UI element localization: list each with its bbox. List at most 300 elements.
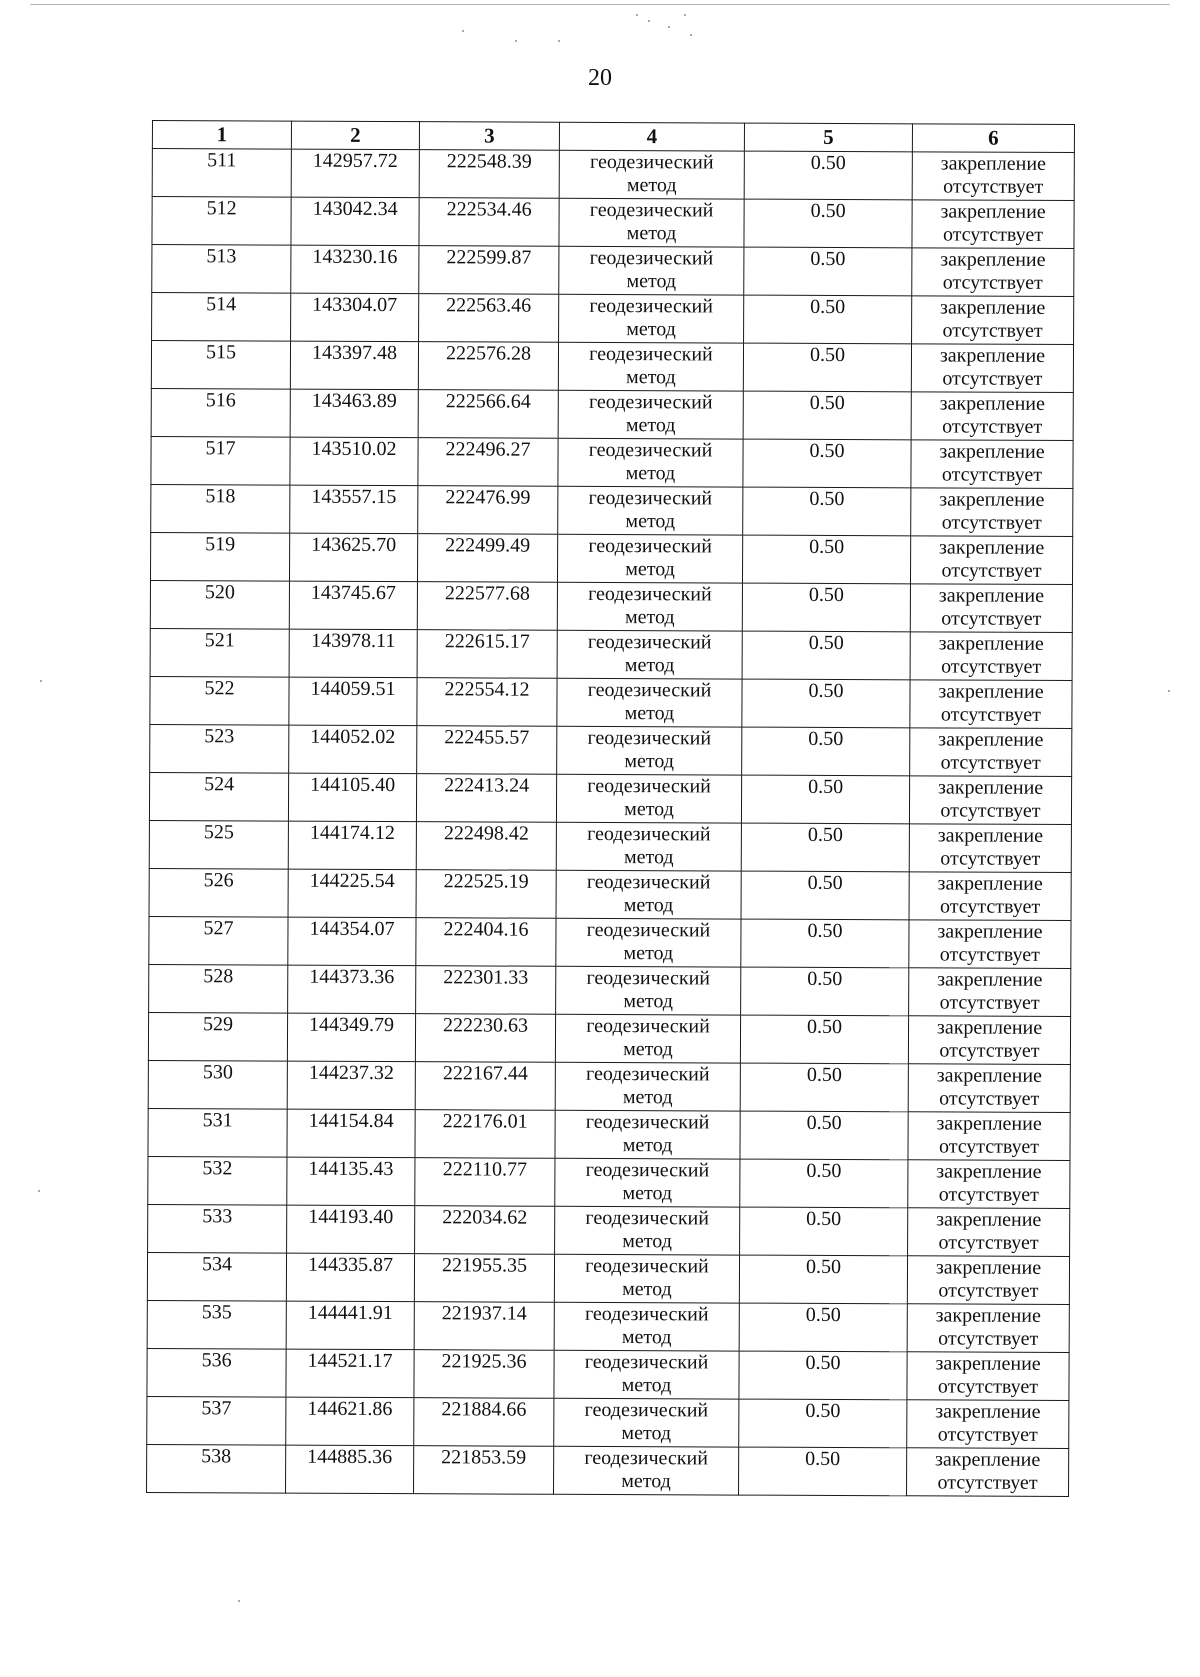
coordinate-y: 221937.14 [414,1302,554,1351]
fixing-line-1: закрепление [940,200,1046,223]
accuracy-value: 0.50 [742,679,910,728]
coordinate-y: 222498.42 [416,822,556,871]
coordinate-x: 143745.67 [289,581,417,630]
scan-speck [462,30,464,32]
coordinate-x: 144135.43 [287,1157,415,1206]
method-line-2: метод [621,1422,672,1445]
fixing-line-2: отсутствует [939,991,1040,1014]
fixing-line-2: отсутствует [939,943,1040,966]
determination-method [554,1398,739,1447]
table-row [149,916,1071,968]
column-header: 2 [291,121,419,150]
determination-method [555,1158,740,1207]
fixing-description [907,1400,1069,1449]
scan-speck [40,680,42,682]
fixing-line-1: закрепление [936,1112,1042,1135]
coordinate-x: 144441.91 [286,1301,414,1350]
fixing-line-2: отсутствует [941,463,1043,486]
method-line-2: метод [624,702,675,725]
determination-method [558,438,743,487]
coordinate-x: 144174.12 [288,821,416,870]
table-row [152,149,1074,201]
determination-method [559,198,744,247]
accuracy-value: 0.50 [744,199,912,248]
fixing-description [910,632,1072,681]
fixing-line-1: закрепление [939,488,1045,511]
fixing-line-1: закрепление [937,872,1043,895]
method-line-2: метод [624,750,675,773]
coordinate-y: 222576.28 [418,342,558,391]
coordinate-x: 144052.02 [289,725,417,774]
fixing-line-2: отсутствует [938,1279,1039,1302]
scan-speck [38,1190,40,1192]
coordinate-x: 144335.87 [286,1253,414,1302]
method-line-1: геодезический [584,1446,708,1470]
method-line-2: метод [625,414,676,437]
page-number: 20 [588,65,612,91]
method-line-1: геодезический [589,198,714,222]
table-row [148,1204,1070,1256]
table-row [148,1012,1070,1064]
accuracy-value: 0.50 [743,487,911,536]
fixing-line-2: отсутствует [942,223,1044,246]
coordinate-x: 144225.54 [288,869,416,918]
point-number: 519 [150,532,289,581]
fixing-line-2: отсутствует [941,655,1042,678]
method-line-2: метод [625,462,676,485]
table-row [151,341,1073,393]
scan-top-edge [30,4,1170,5]
coordinate-y: 222230.63 [415,1014,555,1063]
fixing-line-2: отсутствует [941,511,1042,534]
coordinate-x: 143304.07 [291,293,419,342]
coordinate-x: 142957.72 [291,149,419,198]
method-line-2: метод [622,1278,672,1301]
determination-method [555,1206,740,1255]
fixing-description [907,1256,1069,1305]
determination-method [555,1062,740,1111]
method-line-1: геодезический [588,390,713,414]
coordinate-y: 221884.66 [414,1398,554,1447]
method-line-2: метод [626,318,676,341]
fixing-line-1: закрепление [938,584,1045,607]
fixing-line-1: закрепление [939,344,1046,367]
method-line-2: метод [626,366,676,389]
coordinate-y: 222599.87 [419,246,559,295]
scan-speck [684,14,686,16]
fixing-line-2: отсутствует [939,1039,1040,1062]
coordinate-y: 222176.01 [415,1110,555,1159]
method-line-2: метод [624,654,675,677]
method-line-1: геодезический [588,534,712,558]
table-row [147,1252,1069,1304]
point-number: 524 [149,772,288,821]
method-line-2: метод [625,558,675,581]
header-row [152,121,1074,153]
method-line-2: метод [622,1230,672,1253]
method-line-1: геодезический [588,438,713,462]
point-number: 534 [147,1252,286,1301]
determination-method [557,678,742,727]
point-number: 532 [148,1156,287,1205]
coordinate-y: 222110.77 [415,1158,555,1207]
method-line-2: метод [624,798,674,821]
fixing-line-2: отсутствует [938,1231,1039,1254]
point-number: 517 [151,436,290,485]
method-line-2: метод [623,1038,673,1061]
determination-method [557,534,742,583]
method-line-1: геодезический [585,1158,710,1182]
method-line-2: метод [622,1134,673,1157]
coordinate-y: 222554.12 [417,678,557,727]
determination-method [554,1254,739,1303]
method-line-2: метод [626,270,677,293]
accuracy-value: 0.50 [739,1303,907,1352]
column-header: 6 [912,124,1074,153]
fixing-line-1: закрепление [937,776,1044,799]
method-line-1: геодезический [586,1014,710,1038]
accuracy-value: 0.50 [739,1447,907,1496]
method-line-1: геодезический [586,966,711,990]
point-number: 530 [148,1060,287,1109]
fixing-line-2: отсутствует [940,751,1041,774]
fixing-line-1: закрепление [939,392,1045,415]
fixing-description [908,1112,1070,1161]
determination-method [558,390,743,439]
method-line-1: геодезический [585,1254,709,1278]
method-line-2: метод [622,1086,673,1109]
coordinate-x: 144354.07 [288,917,416,966]
fixing-line-2: отсутствует [940,799,1041,822]
accuracy-value: 0.50 [739,1255,907,1304]
method-line-1: геодезический [587,774,711,798]
point-number: 525 [149,820,288,869]
table-row [147,1300,1069,1352]
table-row [152,197,1074,249]
point-number: 531 [148,1108,287,1157]
coordinate-x: 143230.16 [291,245,419,294]
column-header: 4 [559,122,744,151]
determination-method [556,774,741,823]
accuracy-value: 0.50 [739,1399,907,1448]
column-header: 1 [152,121,291,150]
table-row [149,964,1071,1016]
method-line-2: метод [624,606,675,629]
coordinate-x: 144059.51 [289,677,417,726]
method-line-1: геодезический [586,870,711,894]
accuracy-value: 0.50 [744,295,912,344]
table-row [150,724,1072,776]
point-number: 520 [150,580,289,629]
table-row [152,293,1074,345]
method-line-1: геодезический [588,582,712,606]
determination-method [556,966,741,1015]
fixing-line-1: закрепление [938,632,1044,655]
point-number: 527 [149,916,288,965]
fixing-description [908,1016,1070,1065]
accuracy-value: 0.50 [744,247,912,296]
fixing-description [909,824,1071,873]
table-row [148,1108,1070,1160]
determination-method [557,582,742,631]
accuracy-value: 0.50 [739,1351,907,1400]
method-line-1: геодезический [587,678,712,702]
fixing-line-1: закрепление [940,248,1046,271]
coordinate-x: 143510.02 [290,437,418,486]
fixing-line-1: закрепление [936,1016,1043,1039]
fixing-description [908,1064,1070,1113]
table-row [151,484,1073,536]
coordinate-x: 144373.36 [288,965,416,1014]
method-line-2: метод [626,222,677,245]
method-line-1: геодезический [585,1062,710,1086]
point-number: 528 [149,964,288,1013]
coordinate-y: 222301.33 [416,966,556,1015]
fixing-description [910,680,1072,729]
scan-speck [1168,690,1170,692]
fixing-line-2: отсутствует [939,895,1041,918]
point-number: 514 [152,293,291,342]
fixing-description [911,392,1073,441]
accuracy-value: 0.50 [740,1015,908,1064]
accuracy-value: 0.50 [743,391,911,440]
accuracy-value: 0.50 [741,823,909,872]
coordinate-y: 222455.57 [417,726,557,775]
table-row [151,388,1073,440]
point-number: 538 [147,1444,286,1493]
scan-speck [648,20,650,22]
coordinate-y: 222034.62 [415,1206,555,1255]
coordinate-y: 222534.46 [419,198,559,247]
coordinate-x: 144105.40 [288,773,416,822]
point-number: 513 [152,245,291,294]
coordinate-x: 144885.36 [286,1445,414,1494]
fixing-line-1: закрепление [938,728,1044,751]
accuracy-value: 0.50 [740,1159,908,1208]
coordinate-y: 222566.64 [418,390,558,439]
fixing-line-2: отсутствует [940,847,1041,870]
point-number: 537 [147,1396,286,1445]
method-line-1: геодезический [587,726,712,750]
fixing-line-1: закрепление [935,1256,1042,1279]
determination-method [559,150,744,199]
coordinates-table [146,120,1075,1497]
fixing-line-2: отсутствует [942,367,1043,390]
accuracy-value: 0.50 [741,967,909,1016]
fixing-description [911,440,1073,489]
accuracy-value: 0.50 [743,343,911,392]
table-row [149,772,1071,824]
coordinate-y: 221955.35 [414,1254,554,1303]
accuracy-value: 0.50 [742,631,910,680]
fixing-line-1: закрепление [935,1304,1041,1327]
fixing-line-2: отсутствует [941,607,1042,630]
table-row [149,868,1071,920]
fixing-description [912,248,1074,297]
method-line-1: геодезический [584,1398,709,1422]
coordinate-y: 222404.16 [416,918,556,967]
coordinate-y: 222496.27 [418,438,558,487]
determination-method [554,1302,739,1351]
method-line-1: геодезический [587,630,712,654]
fixing-line-2: отсутствует [938,1183,1039,1206]
accuracy-value: 0.50 [741,775,909,824]
coordinate-x: 144154.84 [287,1109,415,1158]
table-body [147,149,1075,1497]
coordinate-x: 144521.17 [286,1349,414,1398]
point-number: 512 [152,197,291,246]
fixing-line-2: отсутствует [941,559,1042,582]
fixing-line-2: отсутствует [938,1135,1040,1158]
coordinate-x: 144237.32 [287,1061,415,1110]
fixing-description [909,968,1071,1017]
coordinate-y: 222615.17 [417,630,557,679]
scan-speck [636,14,638,16]
coordinate-x: 144349.79 [287,1013,415,1062]
point-number: 516 [151,388,290,437]
fixing-line-1: закрепление [937,968,1043,991]
determination-method [558,486,743,535]
method-line-2: метод [626,174,677,197]
method-line-2: метод [625,510,676,533]
method-line-1: геодезический [585,1206,710,1230]
scan-speck [238,1600,240,1602]
table-row [150,580,1072,632]
fixing-description [907,1352,1069,1401]
fixing-description [908,1208,1070,1257]
fixing-line-1: закрепление [940,152,1046,175]
fixing-description [911,488,1073,537]
accuracy-value: 0.50 [742,535,910,584]
fixing-line-1: закрепление [937,920,1043,943]
fixing-line-1: закрепление [938,680,1044,703]
fixing-line-2: отсутствует [942,415,1043,438]
accuracy-value: 0.50 [740,1111,908,1160]
fixing-line-1: закрепление [940,296,1046,319]
fixing-line-2: отсутствует [942,271,1043,294]
scan-speck [515,40,517,42]
fixing-description [909,872,1071,921]
fixing-description [910,584,1072,633]
method-line-1: геодезический [587,822,711,846]
column-header: 3 [419,122,559,151]
table-row [148,1156,1070,1208]
fixing-description [908,1160,1070,1209]
accuracy-value: 0.50 [741,871,909,920]
accuracy-value: 0.50 [744,151,912,200]
method-line-1: геодезический [584,1302,709,1326]
table-row [150,676,1072,728]
accuracy-value: 0.50 [740,1063,908,1112]
fixing-line-2: отсутствует [942,319,1043,342]
fixing-line-1: закрепление [936,1064,1042,1087]
method-line-1: геодезический [584,1350,709,1374]
method-line-2: метод [623,846,674,869]
determination-method [555,1014,740,1063]
method-line-2: метод [622,1182,673,1205]
accuracy-value: 0.50 [743,439,911,488]
method-line-1: геодезический [589,150,714,174]
coordinate-x: 143625.70 [289,533,417,582]
scan-speck [668,26,670,28]
coordinate-x: 143978.11 [289,629,417,678]
method-line-1: геодезический [586,918,711,942]
determination-method [554,1350,739,1399]
determination-method [554,1446,739,1495]
point-number: 511 [152,149,291,198]
coordinate-y: 222167.44 [415,1062,555,1111]
determination-method [558,342,743,391]
determination-method [559,294,744,343]
fixing-line-2: отсутствует [940,703,1041,726]
coordinate-y: 222413.24 [416,774,556,823]
point-number: 533 [148,1204,287,1253]
fixing-line-1: закрепление [938,536,1045,559]
column-header: 5 [744,123,912,152]
table-row [149,820,1071,872]
table-row [147,1348,1069,1400]
method-line-2: метод [621,1374,672,1397]
point-number: 518 [151,484,290,533]
fixing-line-1: закрепление [936,1160,1042,1183]
method-line-2: метод [623,942,674,965]
point-number: 523 [150,724,289,773]
point-number: 535 [147,1300,286,1349]
coordinate-x: 143463.89 [290,389,418,438]
fixing-description [910,728,1072,777]
coordinate-x: 144193.40 [287,1205,415,1254]
table-row [150,628,1072,680]
table-row [147,1444,1069,1496]
determination-method [556,918,741,967]
coordinate-y: 221925.36 [414,1350,554,1399]
fixing-line-1: закрепление [935,1400,1041,1423]
table-row [147,1396,1069,1448]
fixing-line-2: отсутствует [937,1471,1038,1494]
fixing-description [911,344,1073,393]
scan-speck [558,40,560,42]
coordinate-y: 222563.46 [419,294,559,343]
fixing-line-1: закрепление [937,824,1044,847]
fixing-line-1: закрепление [935,1448,1041,1471]
determination-method [556,822,741,871]
table-row [150,532,1072,584]
table-row [152,245,1074,297]
coordinate-y: 222499.49 [417,534,557,583]
coordinate-y: 222577.68 [417,582,557,631]
scan-speck [690,34,692,36]
point-number: 522 [150,676,289,725]
fixing-line-1: закрепление [939,440,1045,463]
fixing-description [907,1448,1069,1497]
determination-method [559,246,744,295]
coordinate-x: 143397.48 [290,341,418,390]
point-number: 536 [147,1348,286,1397]
determination-method [555,1110,740,1159]
fixing-description [912,152,1074,201]
accuracy-value: 0.50 [741,919,909,968]
fixing-description [909,920,1071,969]
coordinate-y: 222548.39 [419,150,559,199]
fixing-line-2: отсутствует [938,1327,1039,1350]
coordinate-x: 143042.34 [291,197,419,246]
method-line-1: геодезический [585,1110,710,1134]
method-line-1: геодезический [588,486,713,510]
method-line-2: метод [621,1470,671,1493]
accuracy-value: 0.50 [742,727,910,776]
method-line-2: метод [623,894,674,917]
determination-method [557,630,742,679]
